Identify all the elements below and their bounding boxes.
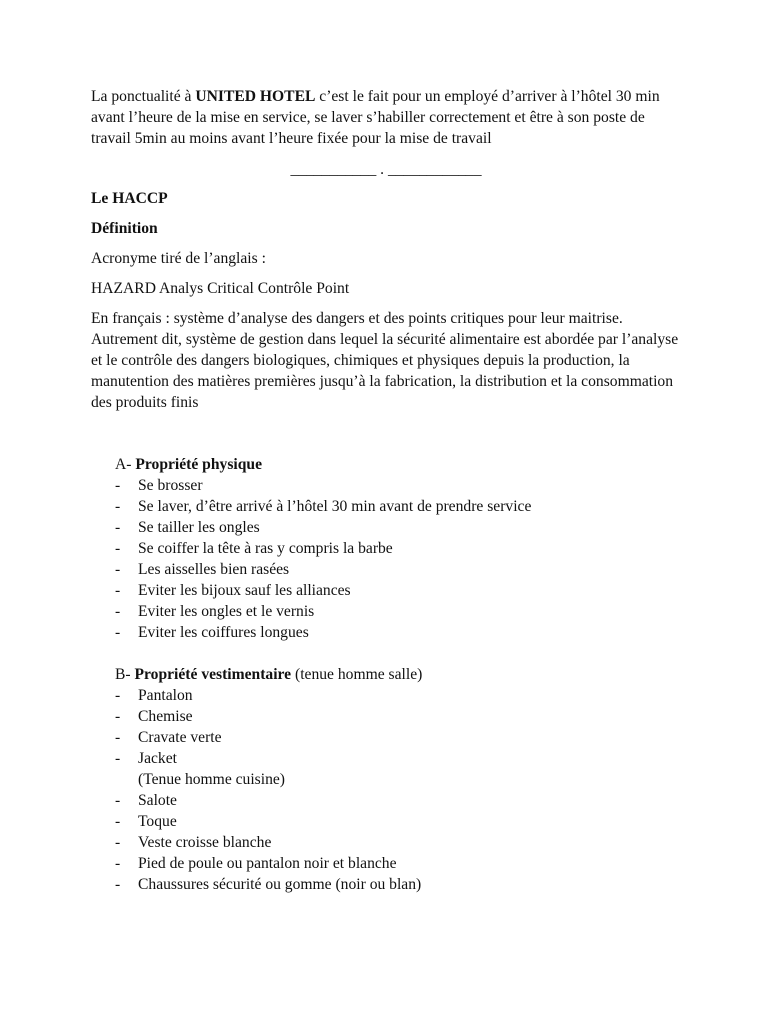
list-item (115, 874, 681, 895)
dash-bullet: - (115, 833, 121, 851)
dash-bullet: - (115, 812, 121, 830)
section-a-prefix: A- (115, 455, 136, 473)
list-item-text: Se laver, d’être arrivé à l’hôtel 30 min avant de prendre service (138, 497, 532, 515)
acronym-line: Acronyme tiré de l’anglais : (91, 249, 266, 267)
list-item-text: Eviter les coiffures longues (138, 623, 309, 641)
list-item (115, 811, 681, 832)
list-item-text: Se brosser (138, 476, 203, 494)
section-b-title (115, 664, 681, 685)
section-b-heading: Propriété vestimentaire (134, 665, 292, 683)
list-item (115, 748, 681, 769)
dash-bullet: - (115, 497, 121, 515)
list-item-text: Chemise (138, 707, 193, 725)
list-item (115, 622, 681, 643)
list-item-text: Salote (138, 791, 177, 809)
intro-suffix: c’est le fait pour un employé d’arriver à l’hôtel 30 min avant l’heure de la mise en service, se laver s’habiller correctement et être à son poste de travail 5min au moins avant l’heure fixée pour la mise de travail (91, 88, 660, 148)
dash-bullet: - (115, 854, 121, 872)
physical-property-list (115, 475, 681, 643)
list-item-text: Cravate verte (138, 728, 222, 746)
list-item-text: Se tailler les ongles (138, 518, 260, 536)
section-a-title (115, 454, 681, 475)
dash-bullet: - (115, 560, 121, 578)
separator-line: ___________ . ____________ (290, 160, 482, 178)
list-item (115, 559, 681, 580)
list-item-text: Jacket (138, 749, 177, 767)
list-item (115, 601, 681, 622)
list-item-text: Eviter les ongles et le vernis (138, 602, 315, 620)
dash-bullet: - (115, 707, 121, 725)
list-item-text: Se coiffer la tête à ras y compris la barbe (138, 539, 393, 557)
dash-bullet: - (115, 518, 121, 536)
dash-bullet: - (115, 791, 121, 809)
definition-label: Définition (91, 219, 158, 237)
dash-bullet: - (115, 581, 121, 599)
list-item-text: Veste croisse blanche (138, 833, 272, 851)
list-item (115, 475, 681, 496)
dash-bullet: - (115, 602, 121, 620)
dash-bullet: - (115, 728, 121, 746)
list-item-text: Eviter les bijoux sauf les alliances (138, 581, 351, 599)
dash-bullet: - (115, 476, 121, 494)
dash-bullet: - (115, 539, 121, 557)
section-a-heading: Propriété physique (135, 455, 262, 473)
document-page (91, 86, 681, 895)
list-item-text: Chaussures sécurité ou gomme (noir ou blan) (138, 875, 422, 893)
section-b-prefix: B- (115, 665, 135, 683)
intro-paragraph (91, 86, 681, 150)
list-item (115, 853, 681, 874)
cuisine-note: (Tenue homme cuisine) (138, 770, 285, 788)
list-item (115, 727, 681, 748)
list-item (115, 685, 681, 706)
section-b-subtitle: (tenue homme salle) (291, 665, 423, 683)
clothing-salle-list (115, 685, 681, 769)
clothing-cuisine-list (115, 790, 681, 895)
list-item-text: Toque (138, 812, 177, 830)
list-item (115, 706, 681, 727)
intro-prefix: La ponctualité à (91, 88, 196, 105)
list-item (115, 580, 681, 601)
list-item (115, 832, 681, 853)
french-definition: En français : système d’analyse des dangers et des points critiques pour leur maitrise. Autrement dit, système de gestion dans lequel la sécurité alimentaire est abordée par l’analyse et le contrôle des dangers biologiques, chimiques et physiques depuis la production, la manutention des matières premières jusqu’à la fabrication, la distribution et la consommation des produits finis (91, 309, 679, 412)
english-name: HAZARD Analys Critical Contrôle Point (91, 279, 350, 297)
list-item-text: Pantalon (138, 686, 193, 704)
section-physical-property (115, 454, 681, 643)
dash-bullet: - (115, 686, 121, 704)
list-item (115, 538, 681, 559)
dash-bullet: - (115, 623, 121, 641)
dash-bullet: - (115, 749, 121, 767)
section-clothing-property (115, 664, 681, 895)
list-item (115, 496, 681, 517)
list-item (115, 517, 681, 538)
list-item (115, 790, 681, 811)
list-item-text: Pied de poule ou pantalon noir et blanche (138, 854, 397, 872)
dash-bullet: - (115, 875, 121, 893)
haccp-title: Le HACCP (91, 189, 168, 207)
hotel-name: UNITED HOTEL (195, 88, 316, 105)
list-item-text: Les aisselles bien rasées (138, 560, 290, 578)
